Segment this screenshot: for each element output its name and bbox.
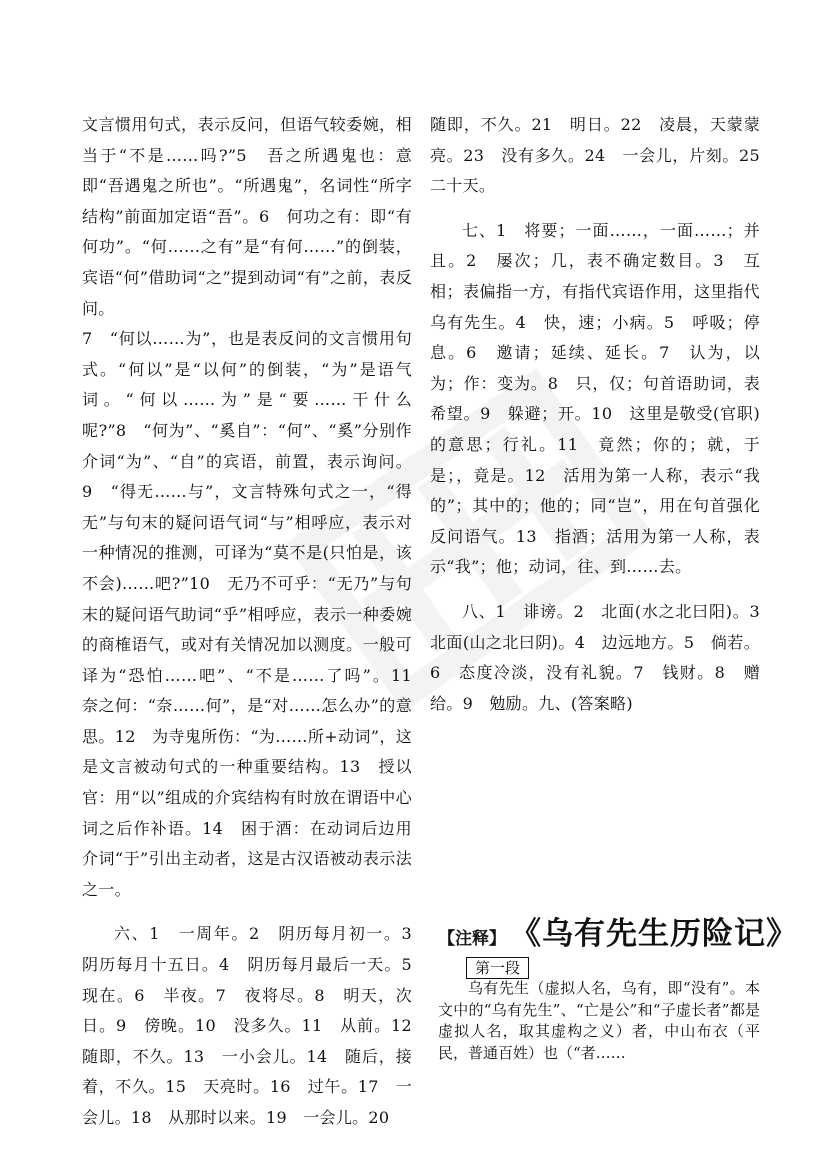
right-paragraph-3: 八、1 诽谤。2 北面(水之北曰阳)。3 北面(山之北曰阴)。4 边远地方。5 倘若。6 态度冷淡，没有礼貌。7 钱财。8 赠给。9 勉励。九、(答案略) [430,601,777,713]
annotation-title: 《乌有先生历险记》 [510,916,798,952]
section-label: 第一段 [466,957,529,979]
left-paragraph-1: 文言惯用句式，表示反问，但语气较委婉，相当于“不是……吗?”5 吾之所遇鬼也：意即“吾遇鬼之所也”。“所遇鬼”，名词性“所字结构”前面加定语“吾”。6 何功之有：即“有何功”。“何……之有”是“有何……”的倒装，宾语“何”借助词“之”提到动词“有”之前，表反问。 [82,115,412,318]
left-paragraph-3: 六、1 一周年。2 阴历每月初一。3 阴历每月十五日。4 阴历每月最后一天。5 现在。6 半夜。7 夜将尽。8 明天，次日。9 傍晚。10 没多久。11 从前。12 随即，不久。13 一小会儿。14 随后，接着，不久。15 天亮时。16 过午。17 一会儿。18 从那时以来。19 一会儿。20 [82,924,429,1127]
annotation-text: 乌有先生（虚拟人名，乌有，即“没有”。本文中的“乌有先生”、“亡是公”和“子虚长者”都是虚拟人名，取其虚构之义）者，中山布衣（平民，普通百姓）也（“者…… [438,979,760,1062]
left-paragraph-2: 7 “何以……为”，也是表反问的文言惯用句式。“何以”是“以何”的倒装，“为”是语气词。“何以……为”是“要……干什么呢?”8 “何为”、“奚自”：“何”、“奚”分别作介词“为”、“自”的宾语，前置，表示询问。9 “得无……与”，文言特殊句式之一，“得无”与句末的疑问语气词“与”相呼应，表示对一种情况的推测，可译为“莫不是(只怕是，该不会)……吧?”10 无乃不可乎：“无乃”与句末的疑问语气助词“乎”相呼应，表示一种委婉的商榷语气，或对有关情况加以测度。一般可译为“恐怕……吧”、“不是……了吗”。11 奈之何：“奈……何”，是“对……怎么办”的意思。12 为寺鬼所伤：“为……所+动词”，这是文言被动句式的一种重要结构。13 授以官：用“以”组成的介宾结构有时放在谓语中心词之后作补语。14 困于酒：在动词后边用介词“于”引出主动者，这是古汉语被动表示法之一。 [82,329,429,899]
annotation-heading [438,908,798,953]
right-paragraph-2: 七、1 将要；一面……，一面……；并且。2 屡次；几，表不确定数目。3 互相；表偏指一方，有指代宾语作用，这里指代乌有先生。4 快，速；小病。5 呼吸；停息。6 邀请；延续、延长。7 认为，以为；作：变为。8 只，仅；句首语助词，表希望。9 躲避；开。10 这里是敬受(官职)的意思；行礼。11 竟然；你的；就，于是；，竟是。12 活用为第一人称，表示“我的”；其中的；他的；同“岂”，用在句首强化反问语气。13 指酒；活用为第一人称，表示“我”；他；动词，往、到……去。 [430,220,760,577]
right-paragraph-1: 随即，不久。21 明日。22 凌晨，天蒙蒙亮。23 没有多久。24 一会儿，片刻。25 二十天。 [430,115,777,196]
right-text-column [430,110,777,719]
left-text-column [82,110,429,1134]
annotation-tag: 【注释】 [438,929,506,949]
annotation-body [438,978,760,1064]
